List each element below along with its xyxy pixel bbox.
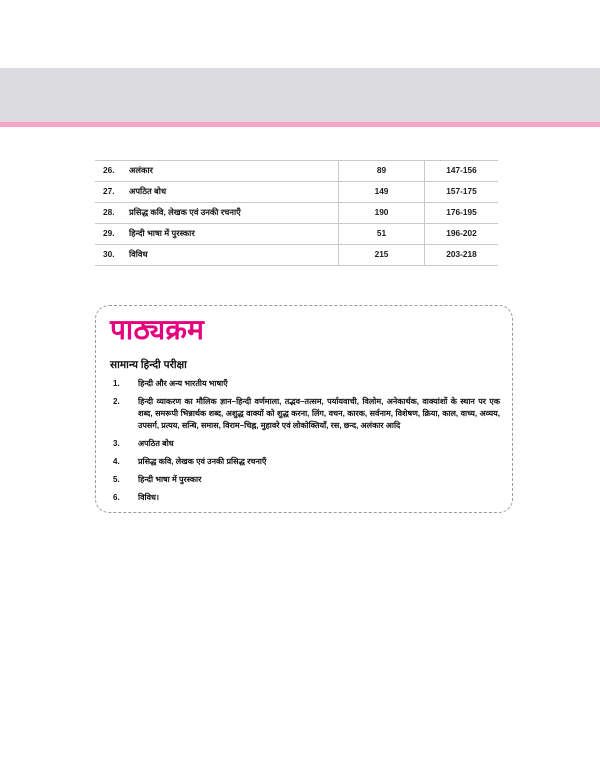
contents-table-body bbox=[95, 161, 498, 266]
list-item bbox=[110, 492, 500, 504]
list-item-number: 2. bbox=[113, 397, 120, 406]
syllabus-heading: पाठ्यक्रम bbox=[110, 314, 205, 345]
list-item-label: विविध। bbox=[138, 493, 159, 502]
list-item bbox=[110, 438, 500, 450]
row-title: अलंकार bbox=[129, 161, 339, 182]
table-row bbox=[95, 161, 498, 182]
row-number: 30. bbox=[95, 245, 129, 266]
list-item-number: 1. bbox=[113, 379, 120, 388]
row-title: हिन्दी भाषा में पुरस्कार bbox=[129, 224, 339, 245]
row-page-range: 157-175 bbox=[425, 182, 499, 203]
list-item-label: हिन्दी और अन्य भारतीय भाषाएँ bbox=[138, 379, 228, 388]
header-band bbox=[0, 68, 600, 122]
table-row bbox=[95, 203, 498, 224]
syllabus-panel bbox=[95, 305, 513, 513]
row-title: अपठित बोध bbox=[129, 182, 339, 203]
list-item-label: अपठित बोध bbox=[138, 439, 174, 448]
table-row bbox=[95, 224, 498, 245]
row-page-count: 89 bbox=[339, 161, 425, 182]
row-page-range: 147-156 bbox=[425, 161, 499, 182]
row-page-count: 51 bbox=[339, 224, 425, 245]
list-item bbox=[110, 378, 500, 390]
list-item-number: 3. bbox=[113, 439, 120, 448]
row-page-count: 215 bbox=[339, 245, 425, 266]
table-row bbox=[95, 182, 498, 203]
list-item-label: हिन्दी व्याकरण का मौलिक ज्ञान–हिन्दी वर्णमाला, तद्भव–तत्सम, पर्यायवाची, विलोम, अनेकार्थक, वाक्यांशों के स्थान पर एक शब्द, समरूपी भिन्नार्थक शब्द, अशुद्ध वाक्यों को शुद्ध करना, लिंग, वचन, कारक, सर्वनाम, विशेषण, क्रिया, काल, वाच्य, अव्यय, उपसर्ग, प्रत्यय, सन्धि, समास, विराम–चिह्न, मुहावरे एवं लोकोक्तियाँ, रस, छन्द, अलंकार आदि bbox=[138, 397, 500, 430]
row-page-range: 203-218 bbox=[425, 245, 499, 266]
row-number: 27. bbox=[95, 182, 129, 203]
list-item bbox=[110, 456, 500, 468]
table-row bbox=[95, 245, 498, 266]
list-item bbox=[110, 474, 500, 486]
list-item-number: 6. bbox=[113, 493, 120, 502]
syllabus-subheading: सामान्य हिन्दी परीक्षा bbox=[110, 359, 187, 371]
list-item bbox=[110, 396, 500, 432]
row-page-count: 149 bbox=[339, 182, 425, 203]
row-title: विविध bbox=[129, 245, 339, 266]
contents-table bbox=[95, 160, 498, 266]
row-page-range: 196-202 bbox=[425, 224, 499, 245]
row-number: 26. bbox=[95, 161, 129, 182]
row-page-range: 176-195 bbox=[425, 203, 499, 224]
syllabus-list bbox=[110, 378, 500, 510]
list-item-label: प्रसिद्ध कवि, लेखक एवं उनकी प्रसिद्ध रचनाएँ bbox=[138, 457, 267, 466]
row-title: प्रसिद्ध कवि, लेखक एवं उनकी रचनाएँ bbox=[129, 203, 339, 224]
header-accent-rule bbox=[0, 122, 600, 127]
row-number: 28. bbox=[95, 203, 129, 224]
row-number: 29. bbox=[95, 224, 129, 245]
list-item-number: 4. bbox=[113, 457, 120, 466]
list-item-label: हिन्दी भाषा में पुरस्कार bbox=[138, 475, 202, 484]
list-item-number: 5. bbox=[113, 475, 120, 484]
row-page-count: 190 bbox=[339, 203, 425, 224]
